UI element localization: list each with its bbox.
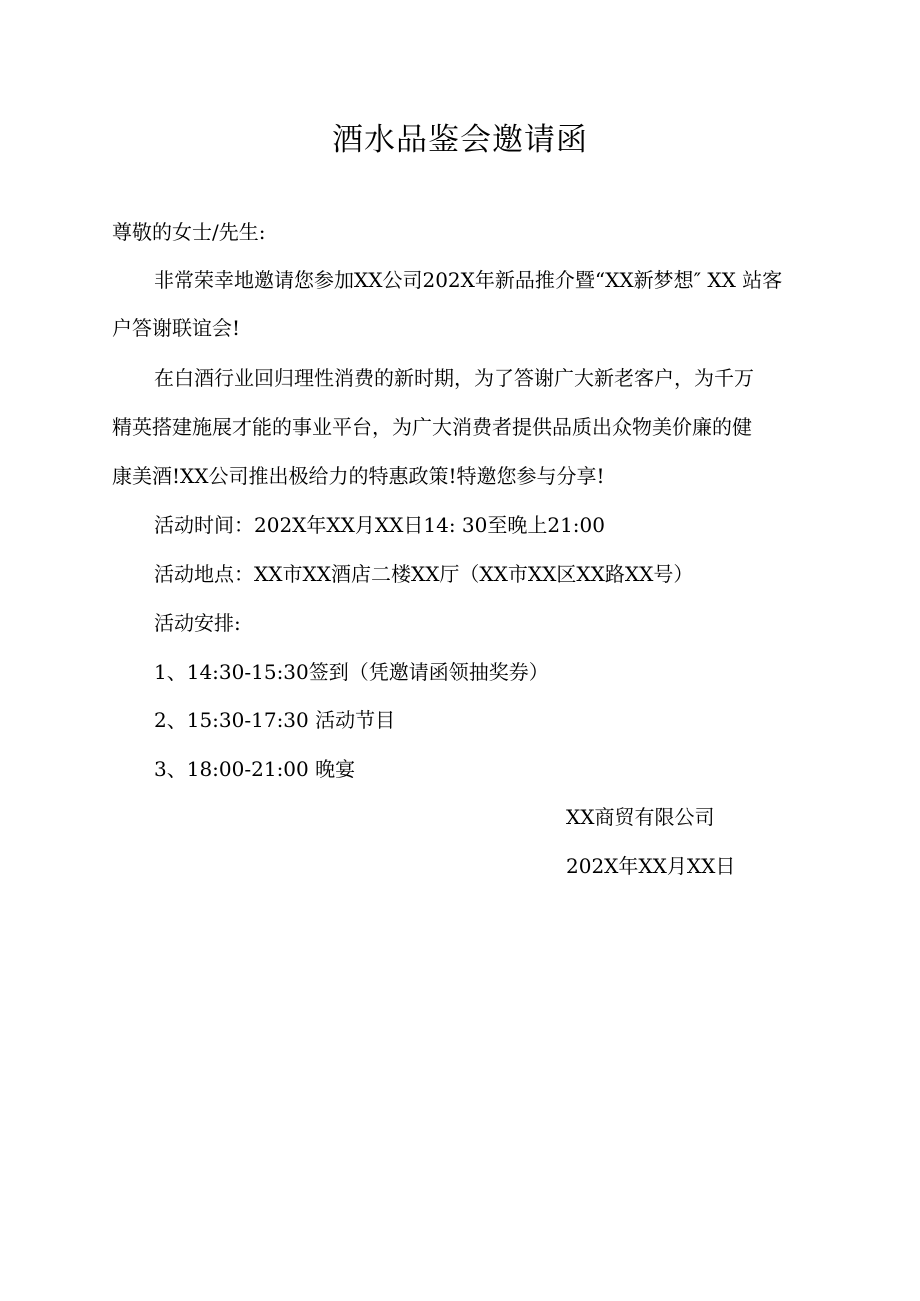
background-paragraph-line-3: 康美酒!XX公司推出极给力的特惠政策!特邀您参与分享!: [112, 464, 605, 488]
document-title: 酒水品鉴会邀请函: [332, 122, 588, 158]
salutation: 尊敬的女士/先生:: [112, 220, 266, 244]
invitation-paragraph-line-1: 非常荣幸地邀请您参加XX公司202X年新品推介暨“XX新梦想″ XX 站客: [154, 268, 783, 292]
background-paragraph-line-2: 精英搭建施展才能的事业平台，为广大消费者提供品质出众物美价廉的健: [112, 415, 752, 439]
event-location: 活动地点：XX市XX酒店二楼XX厅（XX市XX区XX路XX号）: [154, 562, 694, 586]
schedule-heading: 活动安排:: [154, 611, 241, 635]
invitation-paragraph-line-2: 户答谢联谊会!: [112, 316, 241, 340]
event-time: 活动时间：202X年XX月XX日14: 30至晚上21:00: [154, 513, 605, 537]
schedule-item: 3、18:00-21:00 晚宴: [154, 757, 356, 781]
background-paragraph-line-1: 在白酒行业回归理性消费的新时期，为了答谢广大新老客户，为千万: [154, 366, 754, 390]
schedule-item: 1、14:30-15:30签到（凭邀请函领抽奖券）: [154, 660, 549, 684]
schedule-item: 2、15:30-17:30 活动节目: [154, 708, 396, 732]
signature-company: XX商贸有限公司: [566, 805, 715, 829]
signature-date: 202X年XX月XX日: [566, 854, 736, 878]
